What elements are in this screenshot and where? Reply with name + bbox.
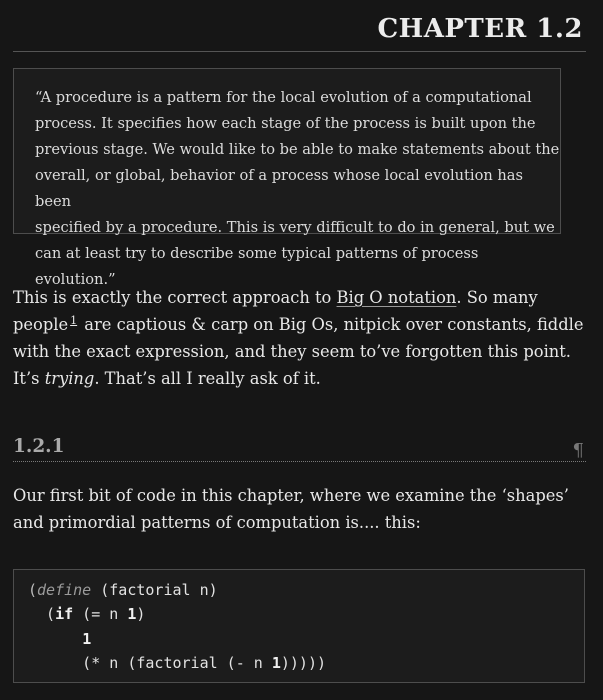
section-heading: 1.2.1 bbox=[13, 436, 65, 457]
quote-line: “A procedure is a pattern for the local evolution of a computational bbox=[35, 89, 532, 106]
quote-line: previous stage. We would like to be able to make statements about the bbox=[35, 141, 560, 158]
paragraph-text: . So many people bbox=[13, 288, 538, 334]
footnote-ref-1[interactable]: 1 bbox=[70, 313, 78, 327]
chapter-divider bbox=[13, 51, 586, 52]
quote-line: process. It specifies how each stage of the process is built upon the bbox=[35, 115, 536, 132]
code-block bbox=[13, 569, 585, 683]
paragraph-text: are captious & carp on Big Os, nitpick over constants, fiddle with the exact expression, and they seem to’ve forgotten this point. It’s bbox=[13, 315, 584, 388]
keyword-if: if bbox=[55, 605, 74, 623]
section-divider bbox=[13, 461, 586, 462]
epigraph-quote bbox=[13, 68, 561, 288]
big-o-notation-link[interactable]: Big O notation bbox=[336, 288, 457, 307]
keyword-define: define bbox=[37, 581, 92, 599]
code-intro-paragraph: Our first bit of code in this chapter, where we examine the ‘shapes’ and primordial patterns of computation is.... this: bbox=[13, 486, 569, 532]
code-line-4: (* n (factorial (- n 1))))) bbox=[28, 654, 327, 672]
quote-line: can at least try to describe some typical patterns of process evolution.” bbox=[35, 245, 479, 288]
quote-line: specified by a procedure. This is very difficult to do in general, but we bbox=[35, 219, 555, 236]
quote-line: overall, or global, behavior of a process whose local evolution has been bbox=[35, 167, 523, 210]
code-line-2: (if (= n 1) bbox=[28, 605, 146, 623]
chapter-title: CHAPTER 1.2 bbox=[377, 14, 583, 44]
paragraph-text: . That’s all I really ask of it. bbox=[94, 369, 321, 388]
intro-paragraph bbox=[13, 284, 588, 392]
code-line-3: 1 bbox=[82, 630, 92, 648]
emphasis-trying: trying bbox=[44, 369, 95, 388]
code-line-1: (define (factorial n) bbox=[28, 581, 218, 599]
section-anchor-link[interactable]: ¶ bbox=[572, 440, 584, 461]
paragraph-text: This is exactly the correct approach to bbox=[13, 288, 337, 307]
